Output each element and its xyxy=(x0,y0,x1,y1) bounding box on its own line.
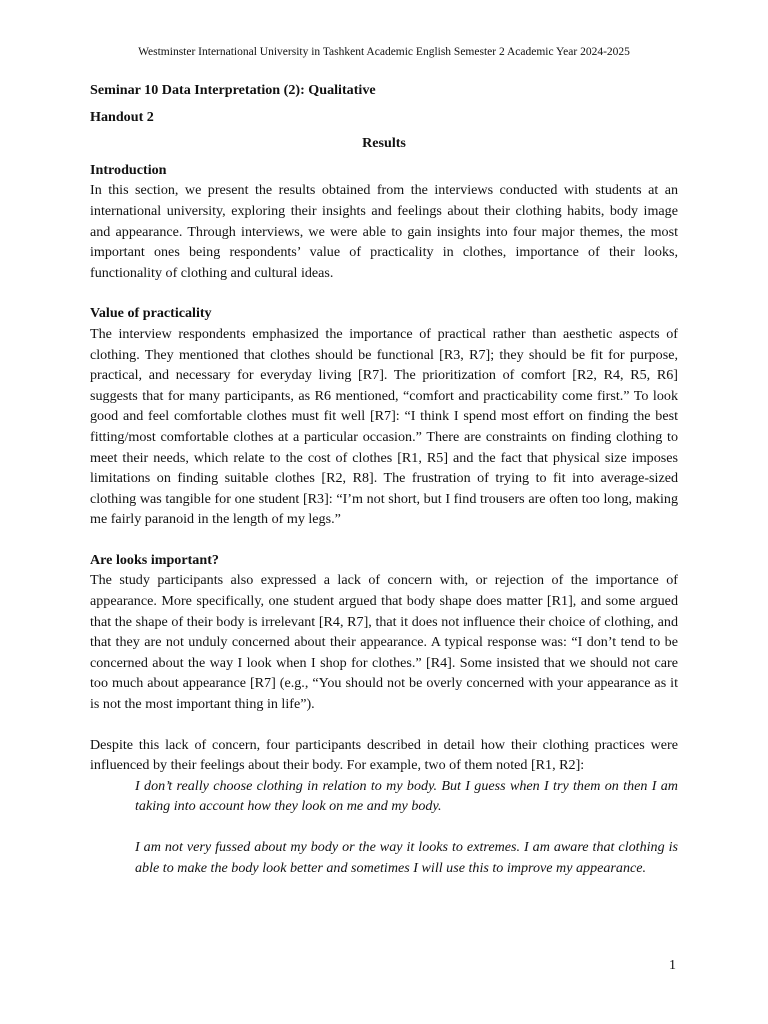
spacer xyxy=(90,715,678,735)
spacer xyxy=(90,817,678,837)
looks-paragraph-1: The study participants also expressed a lack of concern with, or rejection of the importance of appearance. More specifically, one student argued that body shape does matter [R1], and some argued that the shape of their body is irrelevant [R4, R7], that it does not influence their choice of clothing, and that they are not unduly concerned about their appearance. A typical response was: “I don’t tend to be concerned about the way I look when I shop for clothes.” [R4]. Some insisted that we should not care too much about appearance [R7] (e.g., “You should not be overly concerned with your appearance as it is not the most important thing in life”). xyxy=(90,572,678,713)
handout-label: Handout 2 xyxy=(90,108,154,125)
practicality-paragraph: The interview respondents emphasized the importance of practical rather than aesthetic aspects of clothing. They mentioned that clothes should be functional [R3, R7]; they should be fit for purpose, practical, and necessary for everyday living [R7]. The prioritization of comfort [R2, R4, R5, R6] suggests that for many participants, as R6 mentioned, “comfort and practicability come first.” To look good and feel comfortable clothes must fit well [R7]: “I think I spend most effort on finding the best fitting/most comfortable clothes at a particular occasion.” There are constraints on finding clothing to meet their needs, which relate to the cost of clothes [R1, R5] and the fact that physical size imposes limitations on finding suitable clothes [R2, R8]. The frustration of trying to fit into average-sized clothing was tangible for one student [R3]: “I’m not short, but I find trousers are often too long, making me fairly paranoid in the length of my legs.” xyxy=(90,325,678,528)
results-heading: Results xyxy=(362,135,406,152)
introduction-paragraph: In this section, we present the results obtained from the interviews conducted with students at an international university, exploring their insights and feelings about their clothing habits, body image and appearance. Through interviews, we were able to gain insights into four major themes, the most important ones being respondents’ value of practicality in clothes, importance of their looks, functionality of clothing and cultural ideas. xyxy=(90,182,678,281)
page-number: 1 xyxy=(669,958,676,973)
seminar-title: Seminar 10 Data Interpretation (2): Qualitative xyxy=(90,82,376,98)
looks-heading: Are looks important? xyxy=(90,551,219,568)
running-header: Westminster International University in Tashkent Academic English Semester 2 Academic Year 2024-2025 xyxy=(138,46,630,58)
practicality-heading: Value of practicality xyxy=(90,305,212,322)
spacer xyxy=(90,283,678,303)
document-body xyxy=(90,80,678,878)
spacer xyxy=(90,530,678,550)
introduction-heading: Introduction xyxy=(90,161,167,178)
block-quote-2: I am not very fussed about my body or the way it looks to extremes. I am aware that clothing is able to make the body look better and sometimes I will use this to improve my appearance. xyxy=(135,839,678,876)
block-quote-1: I don’t really choose clothing in relation to my body. But I guess when I try them on then I am taking into account how they look on me and my body. xyxy=(135,777,678,815)
looks-paragraph-2: Despite this lack of concern, four participants described in detail how their clothing practices were influenced by their feelings about their body. For example, two of them noted [R1, R2]: xyxy=(90,736,678,774)
